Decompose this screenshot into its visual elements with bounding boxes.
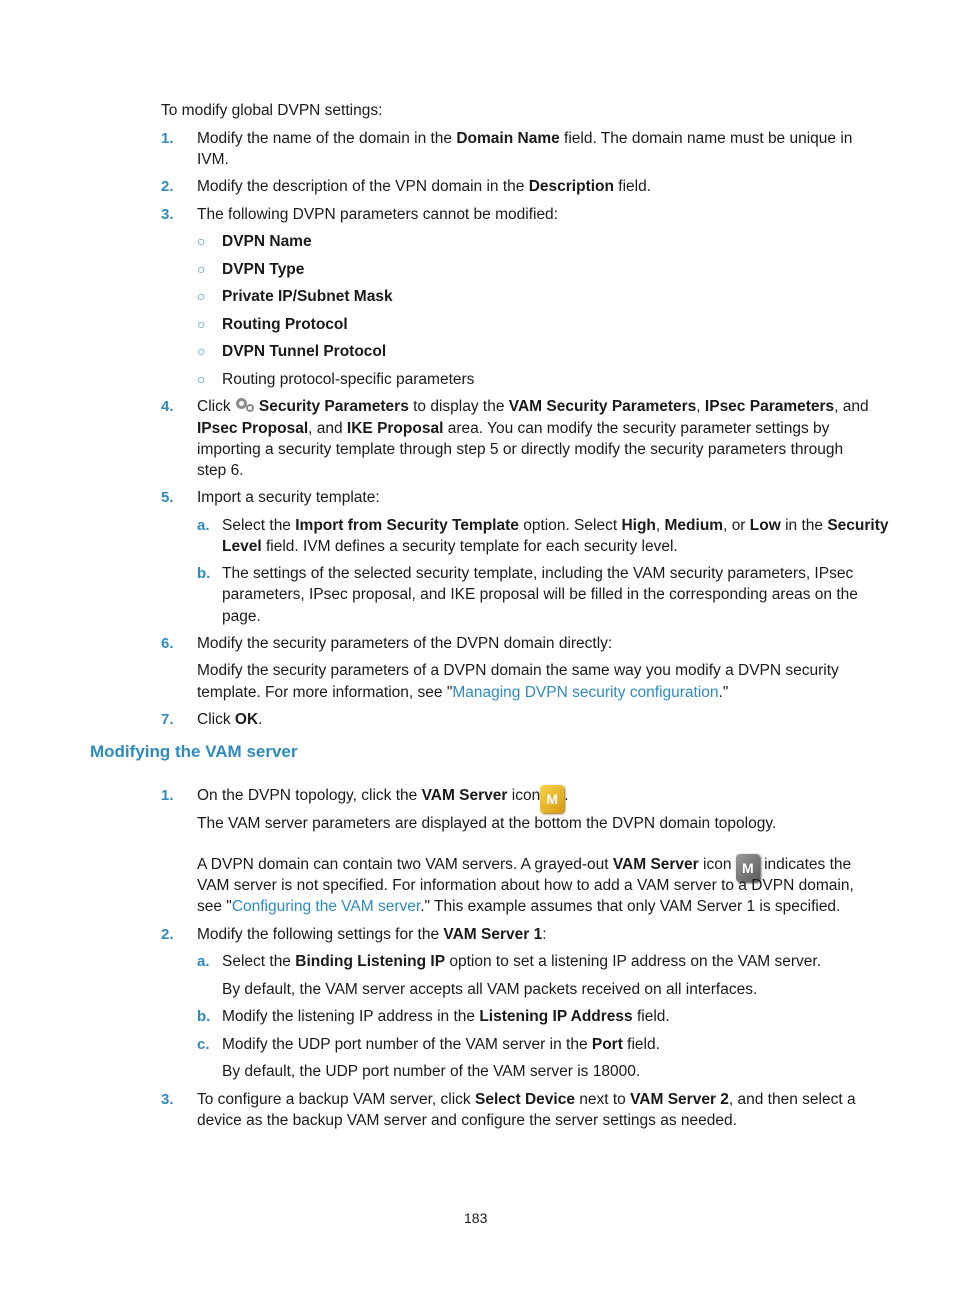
intro-text: To modify global DVPN settings: bbox=[161, 102, 383, 119]
step-7-text: Click OK. bbox=[197, 711, 263, 728]
bullet-circle: ○ bbox=[197, 288, 206, 304]
step-6-para-line-1: Modify the security parameters of a DVPN domain the same way you modify a DVPN security bbox=[197, 662, 839, 679]
bullet-circle: ○ bbox=[197, 371, 206, 387]
vam-server-icon: M bbox=[540, 785, 564, 813]
bullet-item: Routing Protocol bbox=[222, 316, 348, 333]
gears-icon bbox=[235, 397, 255, 413]
substep-letter: c. bbox=[197, 1036, 210, 1053]
vam-substep-c-note: By default, the UDP port number of the VAM server is 18000. bbox=[222, 1063, 641, 1080]
vam-step-1-para-1: The VAM server parameters are displayed at the bottom the DVPN domain topology. bbox=[197, 815, 777, 832]
substep-5b-line-3: page. bbox=[222, 608, 261, 625]
step-4-line-4: step 6. bbox=[197, 462, 244, 479]
step-number: 1. bbox=[161, 787, 174, 804]
bullet-item: DVPN Type bbox=[222, 261, 305, 278]
vam-substep-c-text: Modify the UDP port number of the VAM server in the Port field. bbox=[222, 1036, 660, 1053]
step-number: 5. bbox=[161, 489, 174, 506]
step-1-line-2: IVM. bbox=[197, 151, 229, 168]
step-number: 3. bbox=[161, 206, 174, 223]
substep-5a-line-2: Level field. IVM defines a security template for each security level. bbox=[222, 538, 678, 555]
bullet-item: DVPN Tunnel Protocol bbox=[222, 343, 387, 360]
vam-step-3-line-1: To configure a backup VAM server, click Select Device next to VAM Server 2, and then select a bbox=[197, 1091, 856, 1108]
step-number: 1. bbox=[161, 130, 174, 147]
step-6-text: Modify the security parameters of the DVPN domain directly: bbox=[197, 635, 613, 652]
vam-step-1-para-2-line-3: see "Configuring the VAM server." This example assumes that only VAM Server 1 is specified. bbox=[197, 898, 841, 915]
vam-server-gray-icon: M bbox=[736, 854, 760, 882]
substep-letter: a. bbox=[197, 953, 210, 970]
step-5-text: Import a security template: bbox=[197, 489, 380, 506]
step-4-line-2: IPsec Proposal, and IKE Proposal area. You can modify the security parameter settings by bbox=[197, 420, 830, 437]
step-number: 7. bbox=[161, 711, 174, 728]
step-number: 3. bbox=[161, 1091, 174, 1108]
bullet-circle: ○ bbox=[197, 261, 206, 277]
substep-5a-line-1: Select the Import from Security Template option. Select High, Medium, or Low in the Security bbox=[222, 517, 889, 534]
security-config-link[interactable]: Managing DVPN security configuration bbox=[452, 684, 719, 701]
step-number: 6. bbox=[161, 635, 174, 652]
substep-letter: b. bbox=[197, 565, 211, 582]
vam-step-1-para-2-line-2: VAM server is not specified. For information about how to add a VAM server to a DVPN domain, bbox=[197, 877, 854, 894]
vam-step-1-para-2-line-1: A DVPN domain can contain two VAM servers. A grayed-out VAM Server icon M indicates the bbox=[197, 854, 851, 882]
vam-substep-a-text: Select the Binding Listening IP option to set a listening IP address on the VAM server. bbox=[222, 953, 822, 970]
step-number: 2. bbox=[161, 926, 174, 943]
substep-letter: b. bbox=[197, 1008, 211, 1025]
step-1-line-1: Modify the name of the domain in the Domain Name field. The domain name must be unique in bbox=[197, 130, 853, 147]
vam-step-1-text: On the DVPN topology, click the VAM Server icon M . bbox=[197, 785, 569, 813]
vam-substep-b-text: Modify the listening IP address in the Listening IP Address field. bbox=[222, 1008, 670, 1025]
bullet-item: DVPN Name bbox=[222, 233, 312, 250]
bullet-circle: ○ bbox=[197, 316, 206, 332]
substep-5b-line-2: parameters, IPsec proposal, and IKE proposal will be filled in the corresponding areas on the bbox=[222, 586, 858, 603]
step-4-line-3: importing a security template through step 5 or directly modify the security parameters through bbox=[197, 441, 844, 458]
bullet-circle: ○ bbox=[197, 233, 206, 249]
section-heading: Modifying the VAM server bbox=[90, 742, 298, 761]
step-number: 2. bbox=[161, 178, 174, 195]
step-6-para-line-2: template. For more information, see "Managing DVPN security configuration." bbox=[197, 684, 729, 701]
bullet-circle: ○ bbox=[197, 343, 206, 359]
step-2-text: Modify the description of the VPN domain in the Description field. bbox=[197, 178, 652, 195]
bullet-item: Private IP/Subnet Mask bbox=[222, 288, 393, 305]
step-4-line-1: Click Security Parameters to display the VAM Security Parameters, IPsec Parameters, and bbox=[197, 398, 869, 415]
vam-step-2-text: Modify the following settings for the VAM Server 1: bbox=[197, 926, 547, 943]
vam-step-3-line-2: device as the backup VAM server and configure the server settings as needed. bbox=[197, 1112, 737, 1129]
page-number: 183 bbox=[464, 1210, 488, 1226]
substep-letter: a. bbox=[197, 517, 210, 534]
step-number: 4. bbox=[161, 398, 174, 415]
bullet-item: Routing protocol-specific parameters bbox=[222, 371, 475, 388]
configuring-vam-server-link[interactable]: Configuring the VAM server bbox=[231, 898, 421, 915]
substep-5b-line-1: The settings of the selected security template, including the VAM security parameters, IPsec bbox=[222, 565, 854, 582]
vam-substep-a-note: By default, the VAM server accepts all VAM packets received on all interfaces. bbox=[222, 981, 758, 998]
step-3-text: The following DVPN parameters cannot be modified: bbox=[197, 206, 558, 223]
